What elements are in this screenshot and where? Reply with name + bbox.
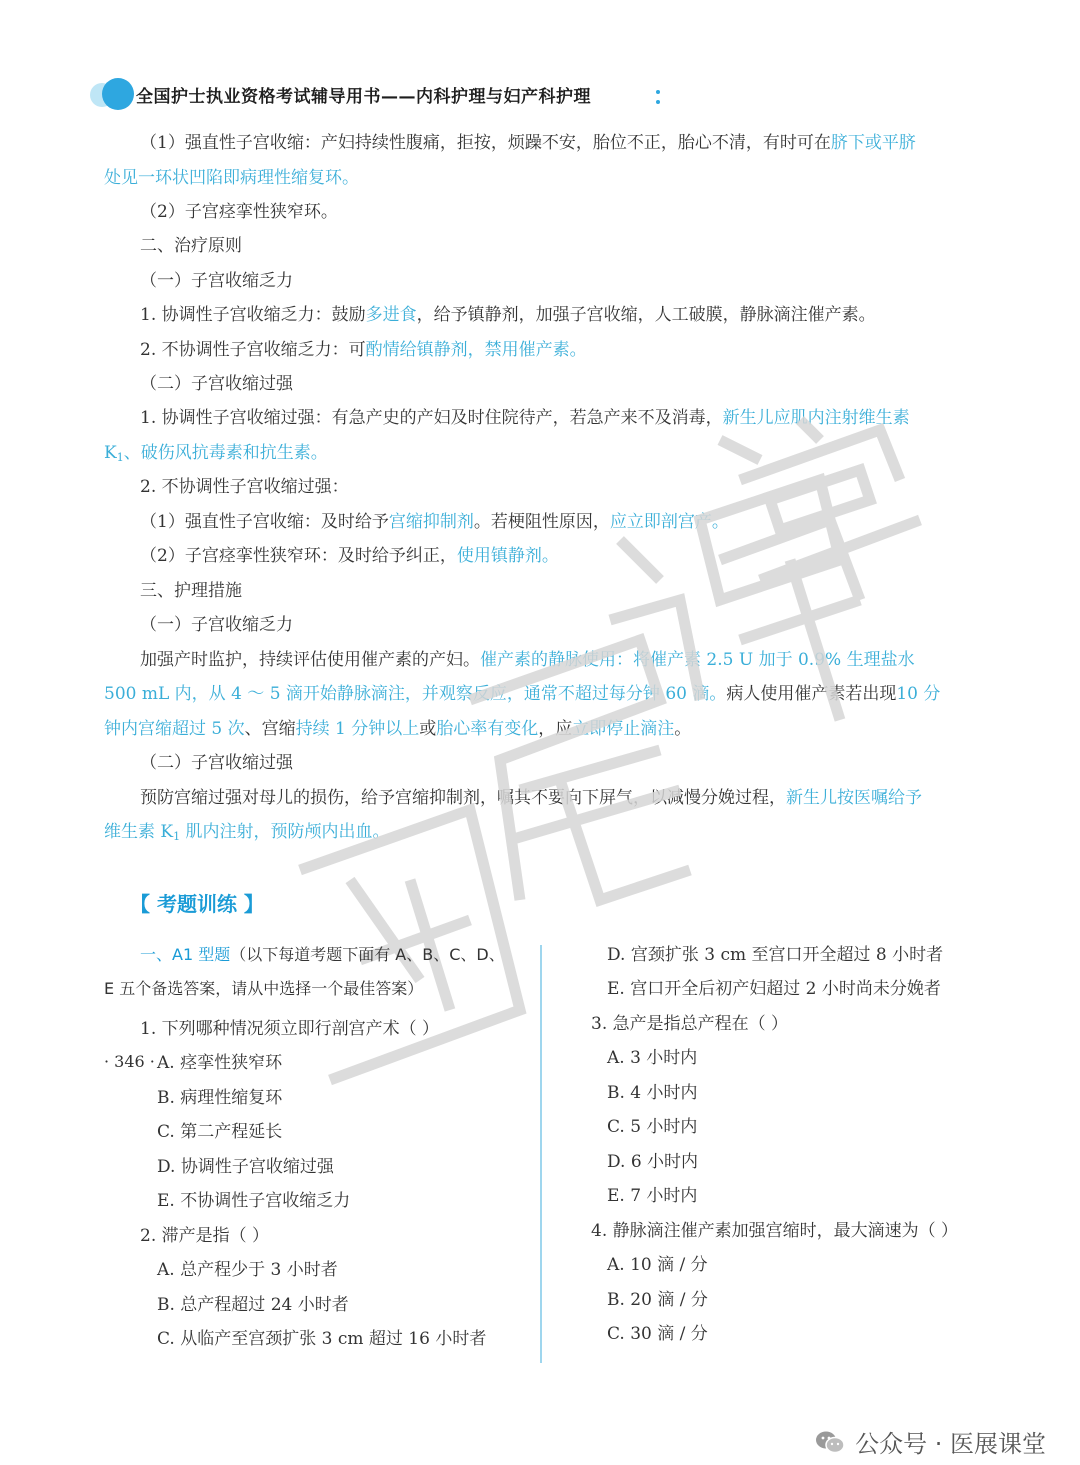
column-divider <box>540 945 542 1363</box>
highlighted-text: 宫缩抑制剂 <box>388 512 474 532</box>
text-segment: （二）子宫收缩过强 <box>140 753 293 773</box>
highlighted-text: 钟内宫缩超过 5 次 <box>104 719 245 739</box>
answer-option: B. 4 小时内 <box>607 1083 698 1103</box>
answer-option: C. 5 小时内 <box>607 1117 698 1137</box>
body-line-p4 <box>140 234 242 258</box>
text-segment: 三、护理措施 <box>140 581 242 601</box>
text-segment: 2. 不协调性子宫收缩过强： <box>140 477 349 497</box>
highlighted-text: 立即停止滴注 <box>572 719 675 739</box>
answer-option: A. 3 小时内 <box>607 1048 698 1068</box>
body-line-p10 <box>104 441 328 470</box>
page-number-display: · 346 · <box>104 1052 155 1071</box>
body-line-p16 <box>140 648 915 672</box>
question-stem: 2. 滞产是指（ ） <box>140 1226 270 1246</box>
highlighted-text: 新生儿应肌内注射维生素 <box>722 408 910 428</box>
body-line-p2 <box>104 166 359 190</box>
text-segment: 1. 协调性子宫收缩过强：有急产史的产妇及时住院待产，若急产来不及消毒， <box>140 408 723 428</box>
text-segment: （一）子宫收缩乏力 <box>140 271 293 291</box>
text-segment: 、宫缩 <box>244 719 296 739</box>
body-line-p21 <box>104 820 390 849</box>
answer-option: A. 总产程少于 3 小时者 <box>157 1260 338 1280</box>
highlighted-text: 应立即剖宫产。 <box>609 512 729 532</box>
section-title: 【 考题训练 】 <box>130 892 264 916</box>
body-line-p13 <box>140 544 559 568</box>
answer-option: D. 协调性子宫收缩过强 <box>157 1157 334 1177</box>
body-line-p20 <box>140 786 922 810</box>
answer-option: B. 病理性缩复环 <box>157 1088 283 1108</box>
text-segment: （2）子宫痉挛性狭窄环。 <box>140 202 338 222</box>
highlighted-text: 10 分 <box>896 684 941 704</box>
answer-option: A. 10 滴 / 分 <box>607 1255 708 1275</box>
text-segment: 2. 不协调性子宫收缩乏力：可 <box>140 340 366 360</box>
question-type-desc1: （以下每道考题下面有 A、B、C、D、 <box>230 945 505 964</box>
question-stem: 3. 急产是指总产程在（ ） <box>591 1014 789 1034</box>
answer-option: C. 30 滴 / 分 <box>607 1324 708 1344</box>
highlighted-text: 500 mL 内，从 4 ～ 5 滴开始静脉滴注，并观察反应，通常不超过每分钟 60 滴。 <box>104 684 727 704</box>
text-segment: （1）强直性子宫收缩：产妇持续性腹痛，拒按，烦躁不安，胎位不正，胎心不清，有时可在 <box>140 133 831 153</box>
text-segment: 1. 协调性子宫收缩乏力：鼓励 <box>140 305 366 325</box>
highlighted-text: K <box>104 443 117 463</box>
body-line-p15 <box>140 613 293 637</box>
text-segment: 加强产时监护，持续评估使用催产素的产妇。 <box>140 650 480 670</box>
text-segment: （一）子宫收缩乏力 <box>140 615 293 635</box>
book-title: 全国护士执业资格考试辅导用书——内科护理与妇产科护理 <box>136 87 591 107</box>
answer-option: D. 6 小时内 <box>607 1152 699 1172</box>
text-segment: 。若梗阻性原因， <box>473 512 610 532</box>
answer-option: E. 宫口开全后初产妇超过 2 小时尚未分娩者 <box>607 979 941 999</box>
highlighted-text: 1 <box>173 830 181 843</box>
answer-option: B. 20 滴 / 分 <box>607 1290 708 1310</box>
body-line-p12 <box>140 510 729 534</box>
highlighted-text: 维生素 K <box>104 822 174 842</box>
answer-option: E. 不协调性子宫收缩乏力 <box>157 1191 351 1211</box>
answer-option: B. 总产程超过 24 小时者 <box>157 1295 349 1315</box>
text-segment: 预防宫缩过强对母儿的损伤，给予宫缩抑制剂，嘱其不要向下屏气，以减慢分娩过程， <box>140 788 786 808</box>
body-line-p14 <box>140 579 242 603</box>
text-segment: 。 <box>674 719 692 739</box>
text-segment: （2）子宫痉挛性狭窄环：及时给予纠正， <box>140 546 457 566</box>
body-line-p18 <box>104 717 691 741</box>
header-dots-icon <box>656 96 662 102</box>
header-circle-dark <box>102 78 134 110</box>
question-type-desc2: E 五个备选答案，请从中选择一个最佳答案） <box>104 979 424 998</box>
text-segment: 二、治疗原则 <box>140 236 242 256</box>
body-line-p1 <box>140 131 916 155</box>
highlighted-text: 持续 1 分钟以上 <box>295 719 420 739</box>
page-header <box>90 74 610 114</box>
highlighted-text: 脐下或平脐 <box>830 133 916 153</box>
wechat-footer <box>815 1424 1046 1459</box>
highlighted-text: 多进食 <box>365 305 417 325</box>
question-stem: 4. 静脉滴注催产素加强宫缩时，最大滴速为（ ） <box>591 1221 959 1241</box>
body-line-p3 <box>140 200 338 224</box>
body-line-p17 <box>104 682 940 706</box>
text-segment: 或 <box>419 719 437 739</box>
body-line-p9 <box>140 406 910 430</box>
answer-option: C. 从临产至宫颈扩张 3 cm 超过 16 小时者 <box>157 1329 487 1349</box>
question-type-line1 <box>140 943 505 967</box>
body-line-p11 <box>140 475 349 499</box>
text-segment: ，应 <box>538 719 573 739</box>
highlighted-text: 酌情给镇静剂，禁用催产素。 <box>365 340 587 360</box>
text-segment: （1）强直性子宫收缩：及时给予 <box>140 512 389 532</box>
text-segment: 病人使用催产素若出现 <box>726 684 897 704</box>
highlighted-text: 、破伤风抗毒素和抗生素。 <box>123 443 328 463</box>
footer-label: 公众号 · 医展课堂 <box>855 1430 1046 1458</box>
highlighted-text: 催产素的静脉使用：将催产素 2.5 U 加于 0.9% 生理盐水 <box>480 650 915 670</box>
highlighted-text: 1 <box>116 451 124 464</box>
answer-option: E. 7 小时内 <box>607 1186 698 1206</box>
question-stem: 1. 下列哪种情况须立即行剖宫产术（ ） <box>140 1019 440 1039</box>
highlighted-text: 处见一环状凹陷即病理性缩复环。 <box>104 168 359 188</box>
answer-option: C. 第二产程延长 <box>157 1122 283 1142</box>
body-line-p5 <box>140 269 293 293</box>
answer-option: D. 宫颈扩张 3 cm 至宫口开全超过 8 小时者 <box>607 945 944 965</box>
highlighted-text: 新生儿按医嘱给予 <box>786 788 922 808</box>
body-line-p7 <box>140 338 587 362</box>
text-segment: （二）子宫收缩过强 <box>140 374 293 394</box>
highlighted-text: 胎心率有变化 <box>436 719 539 739</box>
svg-text:医展课堂: 医展课堂 <box>0 0 4 1</box>
text-segment: ，给予镇静剂，加强子宫收缩，人工破膜，静脉滴注催产素。 <box>416 305 876 325</box>
question-type-label: 一、A1 型题 <box>140 945 231 964</box>
body-line-p6 <box>140 303 876 327</box>
highlighted-text: 肌内注射，预防颅内出血。 <box>180 822 390 842</box>
highlighted-text: 使用镇静剂。 <box>456 546 559 566</box>
body-line-p19 <box>140 751 293 775</box>
body-line-p8 <box>140 372 293 396</box>
answer-option: A. 痉挛性狭窄环 <box>157 1053 283 1073</box>
wechat-icon <box>815 1429 845 1455</box>
